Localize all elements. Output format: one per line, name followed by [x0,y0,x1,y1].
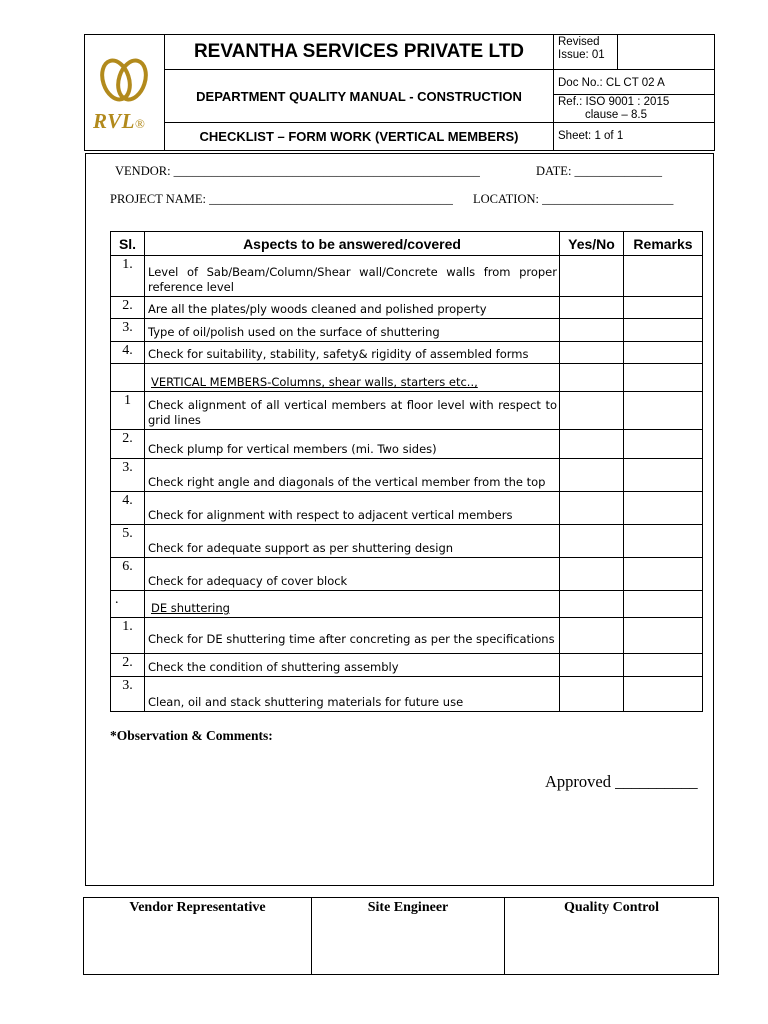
table-row [111,342,703,364]
yes-no-cell[interactable] [560,654,624,677]
rvl-logo-icon [94,51,154,109]
remarks-cell[interactable] [624,392,703,430]
yes-no-cell[interactable] [560,392,624,430]
revised-label: Revised [558,36,600,48]
remarks-cell[interactable] [624,342,703,364]
row-number: 3. [111,459,145,492]
yes-no-cell[interactable] [560,525,624,558]
row-number: 3. [111,319,145,342]
table-row [111,525,703,558]
yes-no-cell[interactable] [560,677,624,712]
site-engineer-signature[interactable]: Site Engineer [312,898,505,975]
project-name-field[interactable]: PROJECT NAME: _______________________________________ [110,192,453,206]
row-number: 5. [111,525,145,558]
remarks-cell[interactable] [624,319,703,342]
checklist-frame [85,153,714,886]
row-aspect: Clean, oil and stack shuttering materials for future use [145,677,560,712]
row-number: 1. [111,256,145,297]
section-row-de-shuttering [111,591,703,618]
location-field[interactable]: LOCATION: _____________________ [473,192,674,206]
col-header-aspects: Aspects to be answered/covered [145,232,560,256]
row-number: 1 [111,392,145,430]
observation-comments-label: *Observation & Comments: [110,728,273,743]
checklist-table [110,231,703,712]
yes-no-cell[interactable] [560,364,624,392]
yes-no-cell[interactable] [560,618,624,654]
remarks-cell[interactable] [624,654,703,677]
section-row-vertical-members [111,364,703,392]
table-row [111,430,703,459]
remarks-cell[interactable] [624,558,703,591]
remarks-cell[interactable] [624,297,703,319]
row-number: 4. [111,342,145,364]
remarks-cell[interactable] [624,591,703,618]
remarks-cell[interactable] [624,492,703,525]
row-aspect: Check for DE shuttering time after concreting as per the specifications [145,618,560,654]
remarks-cell[interactable] [624,525,703,558]
row-aspect: Check for suitability, stability, safety& rigidity of assembled forms [145,342,560,364]
iso-clause: clause – 8.5 [585,109,648,121]
yes-no-cell[interactable] [560,342,624,364]
signature-table [83,897,719,975]
vendor-field[interactable]: VENDOR: _________________________________________________ [115,164,480,178]
table-row [111,492,703,525]
row-number: 2. [111,654,145,677]
sheet-number: Sheet: 1 of 1 [554,123,715,151]
yes-no-cell[interactable] [560,256,624,297]
row-number: 2. [111,297,145,319]
row-number: 3. [111,677,145,712]
quality-control-signature[interactable]: Quality Control [505,898,719,975]
row-aspect: Check plump for vertical members (mi. Two sides) [145,430,560,459]
table-row [111,256,703,297]
row-aspect: Check the condition of shuttering assembly [145,654,560,677]
row-number: 1. [111,618,145,654]
yes-no-cell[interactable] [560,591,624,618]
table-row [111,392,703,430]
logo-wordmark: RVL® [93,108,146,133]
remarks-cell[interactable] [624,677,703,712]
approved-signature-line[interactable]: Approved __________ [545,772,698,791]
iso-reference: Ref.: ISO 9001 : 2015 [558,96,670,108]
row-number: 4. [111,492,145,525]
checklist-title: CHECKLIST – FORM WORK (VERTICAL MEMBERS) [165,123,554,151]
remarks-cell[interactable] [624,618,703,654]
table-row [111,654,703,677]
col-header-yesno: Yes/No [560,232,624,256]
yes-no-cell[interactable] [560,558,624,591]
col-header-remarks: Remarks [624,232,703,256]
col-header-sl: Sl. [111,232,145,256]
table-row [111,558,703,591]
yes-no-cell[interactable] [560,319,624,342]
company-logo [85,35,165,151]
table-header-row [111,232,703,256]
table-row [111,459,703,492]
row-aspect: Check right angle and diagonals of the vertical member from the top [145,459,560,492]
issue-label: Issue: 01 [558,49,605,61]
section-heading-vertical-members: VERTICAL MEMBERS-Columns, shear walls, starters etc.., [145,364,560,392]
remarks-cell[interactable] [624,459,703,492]
row-marker: . [111,591,145,618]
row-number: 2. [111,430,145,459]
revised-issue-cell [554,35,715,70]
yes-no-cell[interactable] [560,297,624,319]
row-aspect: Level of Sab/Beam/Column/Shear wall/Concrete walls from proper reference level [145,256,560,297]
row-aspect: Check for adequate support as per shuttering design [145,525,560,558]
remarks-cell[interactable] [624,430,703,459]
section-heading-de-shuttering: DE shuttering [145,591,560,618]
remarks-cell[interactable] [624,364,703,392]
row-aspect: Check for alignment with respect to adjacent vertical members [145,492,560,525]
yes-no-cell[interactable] [560,430,624,459]
department-title: DEPARTMENT QUALITY MANUAL - CONSTRUCTION [165,70,554,123]
vendor-representative-signature[interactable]: Vendor Representative [84,898,312,975]
table-row [111,297,703,319]
table-row [111,319,703,342]
row-aspect: Check for adequacy of cover block [145,558,560,591]
row-aspect: Check alignment of all vertical members at floor level with respect to grid lines [145,392,560,430]
row-number: 6. [111,558,145,591]
row-aspect: Are all the plates/ply woods cleaned and polished property [145,297,560,319]
document-header [84,34,715,151]
date-field[interactable]: DATE: ______________ [536,164,663,178]
doc-number: Doc No.: CL CT 02 A [554,70,714,95]
company-name: REVANTHA SERVICES PRIVATE LTD [165,35,554,70]
row-aspect: Type of oil/polish used on the surface of shuttering [145,319,560,342]
table-row [111,618,703,654]
yes-no-cell[interactable] [560,492,624,525]
table-row [111,677,703,712]
remarks-cell[interactable] [624,256,703,297]
yes-no-cell[interactable] [560,459,624,492]
